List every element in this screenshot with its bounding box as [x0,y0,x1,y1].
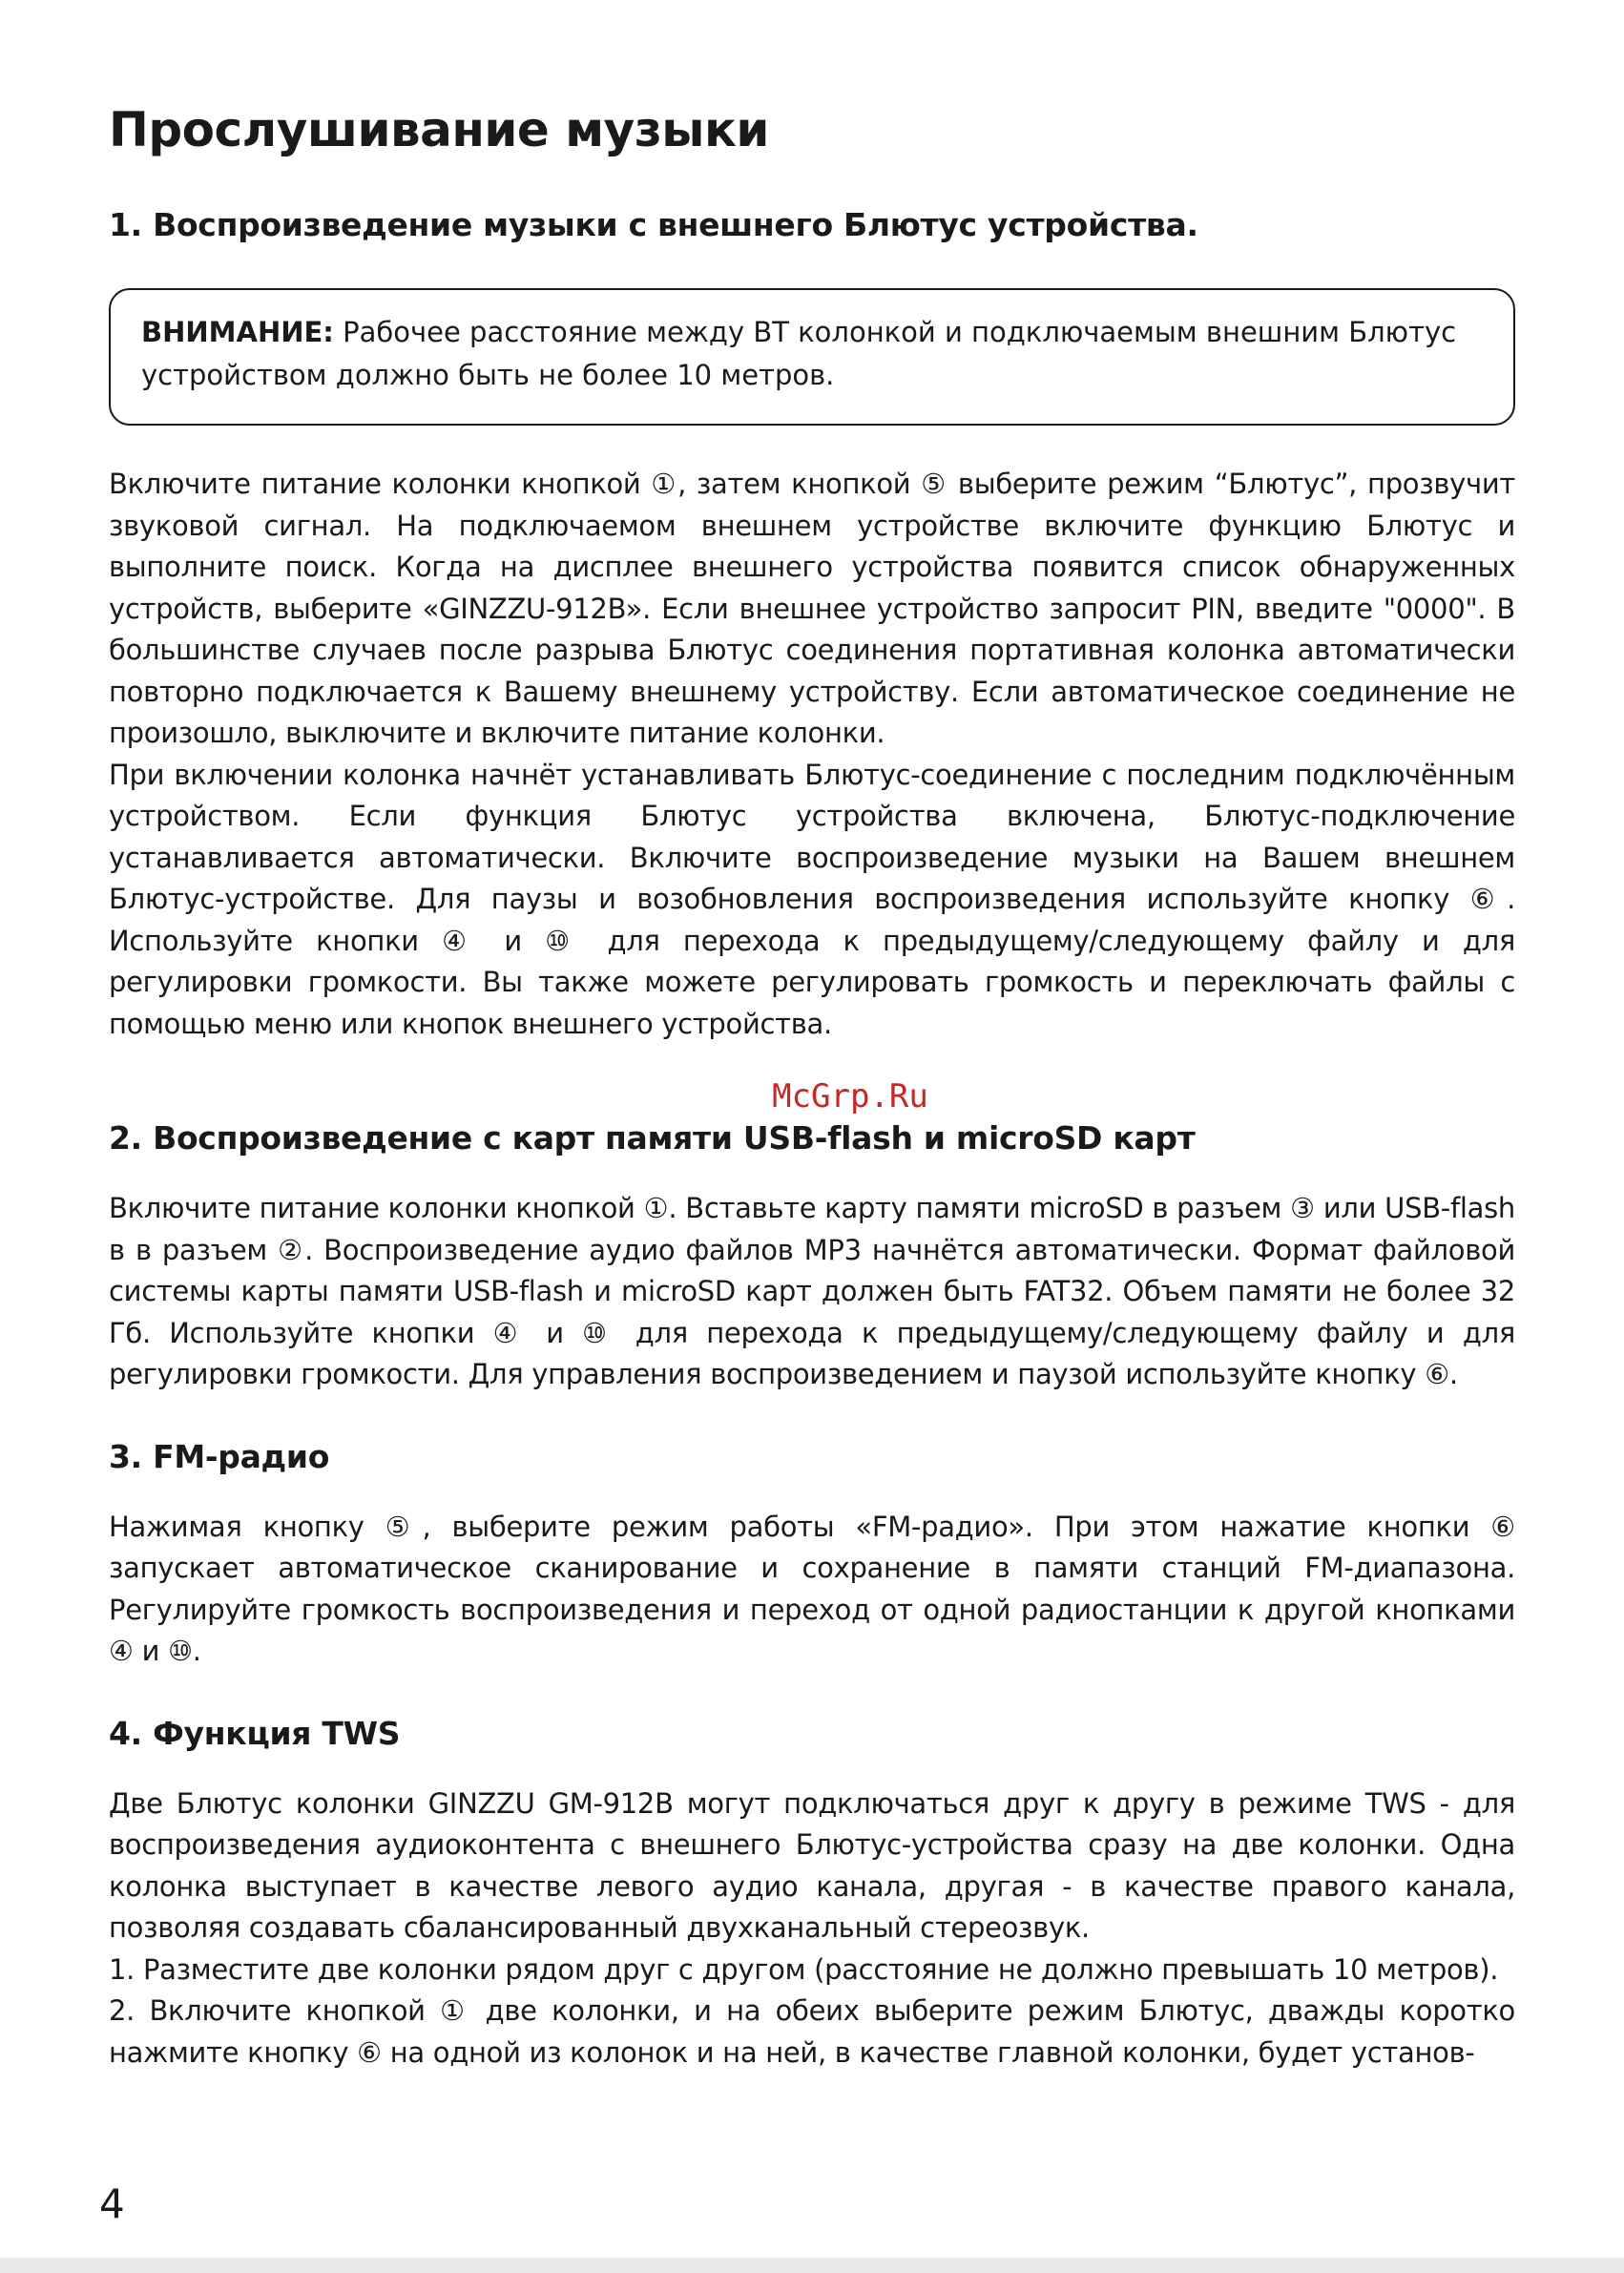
section-1-paragraph-2: При включении колонка начнёт устанавливать Блютус-соединение с последним подключённым устройством. Если функция Блютус устройства включена, Блютус-подключение устанавливается автоматически. Включите воспроизведение музыки на Вашем внешнем Блютус-устройстве. Для паузы и возобновления воспроизведения используйте кнопку ⑥. Используйте кнопки ④ и ⑩ для перехода к предыдущему/следующему файлу и для регулировки громкости. Вы также можете регулировать громкость и переключать файлы с помощью меню или кнопок внешнего устройства. [109,758,1515,1040]
section-2-heading: 2. Воспроизведение с карт памяти USB-flash и microSD карт [109,1119,1196,1157]
section-2-paragraph: Включите питание колонки кнопкой ①. Вставьте карту памяти microSD в разъем ③ или USB-flash в в разъем ②. Воспроизведение аудио файлов MP3 начнётся автоматически. Формат файловой системы карты памяти USB-flash и microSD карт должен быть FAT32. Объем памяти не более 32 Гб. Используйте кнопки ④ и ⑩ для перехода к предыдущему/следующему файлу и для регулировки громкости. Для управления воспроизведением и паузой используйте кнопку ⑥. [109,1192,1515,1390]
notice-label: ВНИМАНИЕ: [141,316,334,348]
section-4-step-2: 2. Включите кнопкой ① две колонки, и на обеих выберите режим Блютус, дважды коротко нажмите кнопку ⑥ на одной из колонок и на ней, в качестве главной колонки, будет установ- [109,1994,1515,2069]
bottom-edge-bar [0,2258,1624,2273]
page-number: 4 [99,2180,125,2227]
warning-notice-box [109,288,1515,426]
document-page [109,95,1515,2074]
section-4-paragraph: Две Блютус колонки GINZZU GM-912B могут подключаться друг к другу в режиме TWS - для воспроизведения аудиоконтента с внешнего Блютус-устройства сразу на две колонки. Одна колонка выступает в качестве левого аудио канала, другая - в качестве правого канала, позволяя создавать сбалансированный двухканальный стереозвук. [109,1786,1515,1944]
section-4-heading: 4. Функция TWS [109,1714,401,1752]
section-4-step-1: 1. Разместите две колонки рядом друг с другом (расстояние не должно превышать 10 метров). [109,1952,1499,1986]
section-3-paragraph: Нажимая кнопку ⑤, выберите режим работы «FM-радио». При этом нажатие кнопки ⑥ запускает автоматическое сканирование и сохранение в памяти станций FM-диапазона. Регулируйте громкость воспроизведения и переход от одной радиостанции к другой кнопками ④ и ⑩. [109,1510,1515,1667]
watermark-text: McGrp.Ru [772,1077,928,1116]
notice-text: Рабочее расстояние между BT колонкой и подключаемым внешним Блютус устройством должно быть не более 10 метров. [141,316,1457,391]
section-1-heading: 1. Воспроизведение музыки с внешнего Блютус устройства. [109,206,1198,243]
section-3-heading: 3. FM-радио [109,1437,330,1475]
page-title: Прослушивание музыки [109,102,769,157]
section-1-paragraph-1: Включите питание колонки кнопкой ①, затем кнопкой ⑤ выберите режим “Блютус”, прозвучит звуковой сигнал. На подключаемом внешнем устройстве включите функцию Блютус и выполните поиск. Когда на дисплее внешнего устройства появится список обнаруженных устройств, выберите «GINZZU-912B». Если внешнее устройство запросит PIN, введите "0000". В большинстве случаев после разрыва Блютус соединения портативная колонка автоматически повторно подключается к Вашему внешнему устройству. Если автоматическое соединение не произошло, выключите и включите питание колонки. [109,468,1515,749]
